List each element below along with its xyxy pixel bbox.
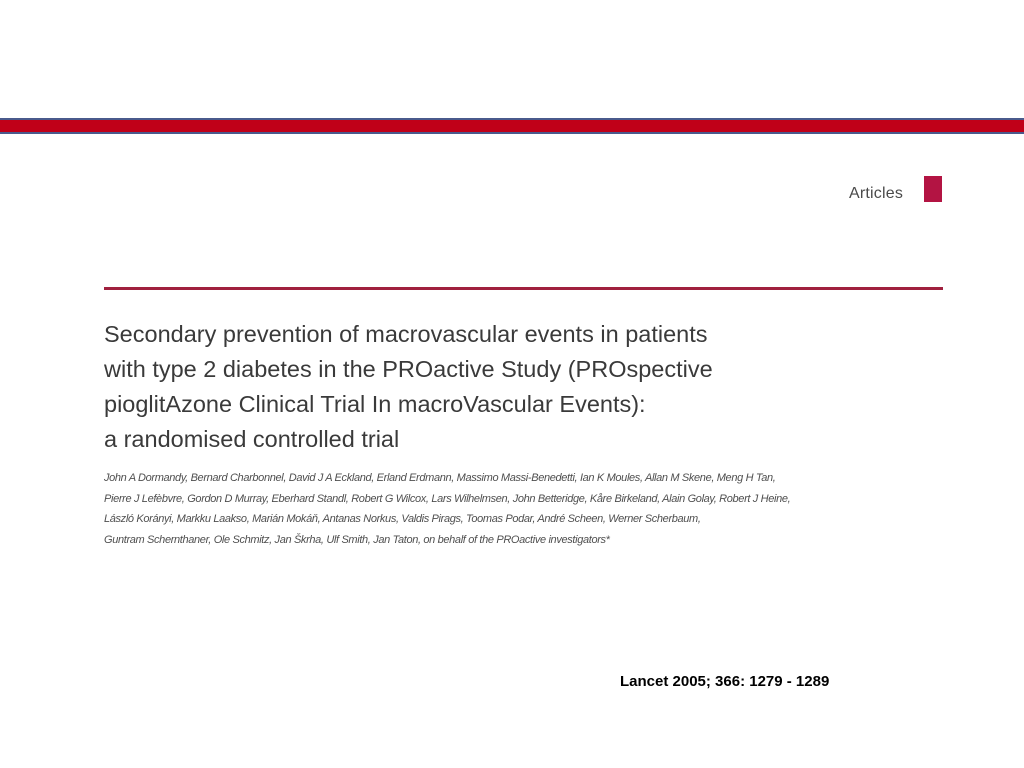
article-title bbox=[104, 317, 784, 457]
citation: Lancet 2005; 366: 1279 - 1289 bbox=[620, 673, 830, 690]
section-label: Articles bbox=[849, 185, 904, 202]
section-marker-square bbox=[924, 176, 942, 202]
title-line: with type 2 diabetes in the PROactive Study (PROspective bbox=[104, 356, 713, 382]
title-line: pioglitAzone Clinical Trial In macroVascular Events): bbox=[104, 391, 646, 417]
header-rule bbox=[104, 287, 943, 290]
author-line: Guntram Schernthaner, Ole Schmitz, Jan Škrha, Ulf Smith, Jan Taton, on behalf of the PROactive investigators* bbox=[104, 533, 610, 546]
title-line: a randomised controlled trial bbox=[104, 426, 400, 452]
title-line: Secondary prevention of macrovascular events in patients bbox=[104, 321, 708, 347]
author-line: László Korányi, Markku Laakso, Marián Mokáň, Antanas Norkus, Valdis Pirags, Toomas Podar, André Scheen, Werner Scherbaum, bbox=[104, 513, 701, 525]
author-line: Pierre J Lefèbvre, Gordon D Murray, Eberhard Standl, Robert G Wilcox, Lars Wilhelmsen, John Betteridge, Kåre Birkeland, Alain Golay, Robert J Heine, bbox=[104, 492, 791, 505]
author-list bbox=[104, 468, 804, 550]
author-line: John A Dormandy, Bernard Charbonnel, David J A Eckland, Erland Erdmann, Massimo Massi-Benedetti, Ian K Moules, Allan M Skene, Meng H Tan, bbox=[104, 472, 776, 484]
